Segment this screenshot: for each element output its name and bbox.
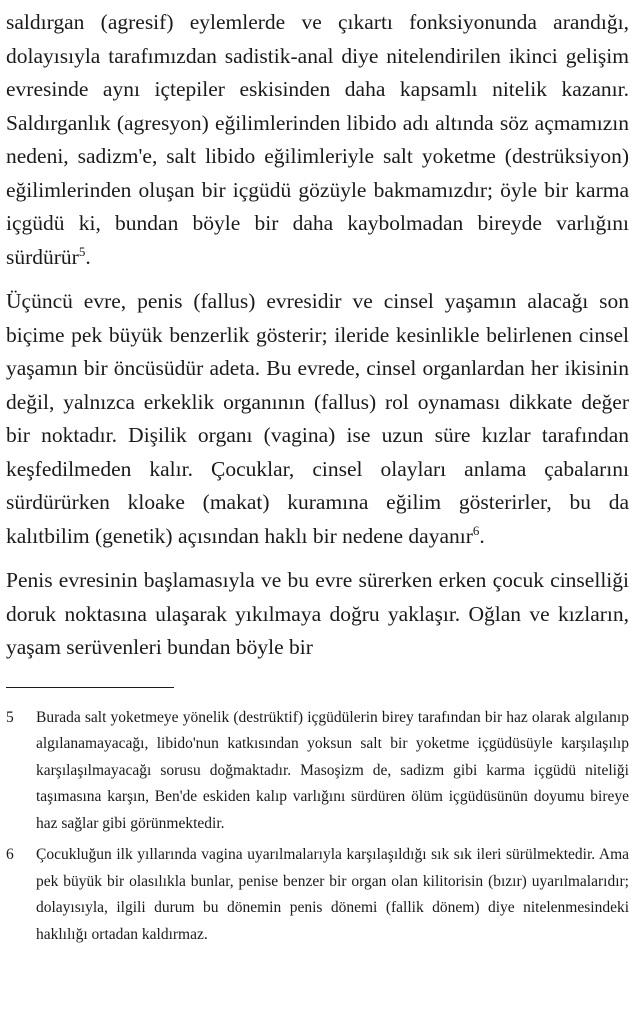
paragraph-1: saldırgan (agresif) eylemlerde ve çıkartı fonksiyonunda arandığı, dolayısıyla tarafımızdan sadistik-anal diye nitelendirilen ikinci gelişim evresinde aynı içtepiler eskisinden daha kapsamlı nitelik kazanır. Saldırganlık (agresyon) eğilimlerinden libido adı altında söz açmamızın nedeni, sadizm'e, salt libido eğilimleriyle salt yoketme (destrüksiyon) eğilimlerinden oluşan bir içgüdü gözüyle bakmamızdır; öyle bir karma içgüdü ki, bundan böyle bir daha kaybolmadan bireyde varlığını sürdürür$^5$.: [6, 10, 629, 269]
paragraph-2: Üçüncü evre, penis (fallus) evresidir ve cinsel yaşamın alacağı son biçime pek büyük benzerlik gösterir; ileride kesinlikle belirlenen cinsel yaşamın bir öncüsüdür adeta. Bu evrede, cinsel organlardan her ikisinin değil, yalnızca erkeklik organının (fallus) rol oynaması dikkate değer bir noktadır. Dişilik organı (vagina) ise uzun süre kızlar tarafından keşfedilmeden kalır. Çocuklar, cinsel olayları anlama çabalarını sürdürürken kloake (makat) kuramına eğilim gösterirler, bu da kalıtbilim (genetik) açısından haklı bir nedene dayanır$^6$.: [6, 289, 629, 548]
footnote-ref-5: 5: [78, 243, 86, 259]
main-text: [6, 6, 629, 665]
footnotes: [6, 705, 629, 949]
footnote-divider: [6, 687, 174, 688]
paragraph-2-text: Üçüncü evre, penis (fallus) evresidir ve cinsel yaşamın alacağı son biçime pek büyük benzerlik gösterir; ileride kesinlikle belirlenen cinsel yaşamın bir öncüsüdür adeta. Bu evrede, cinsel organlardan her ikisinin değil, yalnızca erkeklik organının (fallus) rol oynaması dikkate değer bir noktadır. Dişilik organı (vagina) ise uzun süre kızlar tarafından keşfedilmeden kalır. Çocuklar, cinsel olayları anlama çabalarını sürdürürken kloake (makat) kuramına eğilim gösterirler, bu da kalıtbilim (genetik) açısından haklı bir nedene dayanır: [6, 289, 629, 548]
footnote-5: [6, 705, 629, 838]
footnote-ref-6: 6: [472, 522, 480, 538]
paragraph-1-text: saldırgan (agresif) eylemlerde ve çıkartı fonksiyonunda arandığı, dolayısıyla tarafımızdan sadistik-anal diye nitelendirilen ikinci gelişim evresinde aynı içtepiler eskisinden daha kapsamlı nitelik kazanır. Saldırganlık (agresyon) eğilimlerinden libido adı altında söz açmamızın nedeni, sadizm'e, salt libido eğilimleriyle salt yoketme (destrüksiyon) eğilimlerinden oluşan bir içgüdü gözüyle bakmamızdır; öyle bir karma içgüdü ki, bundan böyle bir daha kaybolmadan bireyde varlığını sürdürür: [6, 10, 629, 269]
footnote-text: Burada salt yoketmeye yönelik (destrüktif) içgüdülerin birey tarafından bir haz olarak algılanıp algılanamayacağı, libido'nun katkısından yoksun salt bir yoketme içgüdüsüyle karşılaşılıp karşılaşılmayacağı sorusu doğmaktadır. Masoşizm de, sadizm gibi karma içgüdü niteliği taşımasına karşın, Ben'de eskiden kalıp varlığını sürdüren ölüm içgüdüsünün doyumu bireye haz sağlar gibi görünmektedir.: [36, 708, 629, 832]
footnote-number: 5: [6, 708, 14, 726]
footnote-text: Çocukluğun ilk yıllarında vagina uyarılmalarıyla karşılaşıldığı sık sık ileri sürülmektedir. Ama pek büyük bir olasılıkla bunlar, penise benzer bir organ olan kilitorisin (bızır) uyarılmalarıdır; dolayısıyla, ilgili durum bu dönemin penis dönemi (fallik dönem) diye nitelenmesindeki haklılığı ortadan kaldırmaz.: [36, 846, 629, 943]
footnote-6: [6, 842, 629, 948]
paragraph-3-text: Penis evresinin başlamasıyla ve bu evre sürerken erken çocuk cinselliği doruk noktasına ulaşarak yıkılmaya doğru yaklaşır. Oğlan ve kızların, yaşam serüvenleri bundan böyle bir: [6, 568, 629, 659]
paragraph-3: [6, 564, 629, 665]
footnote-number: 6: [6, 846, 14, 863]
